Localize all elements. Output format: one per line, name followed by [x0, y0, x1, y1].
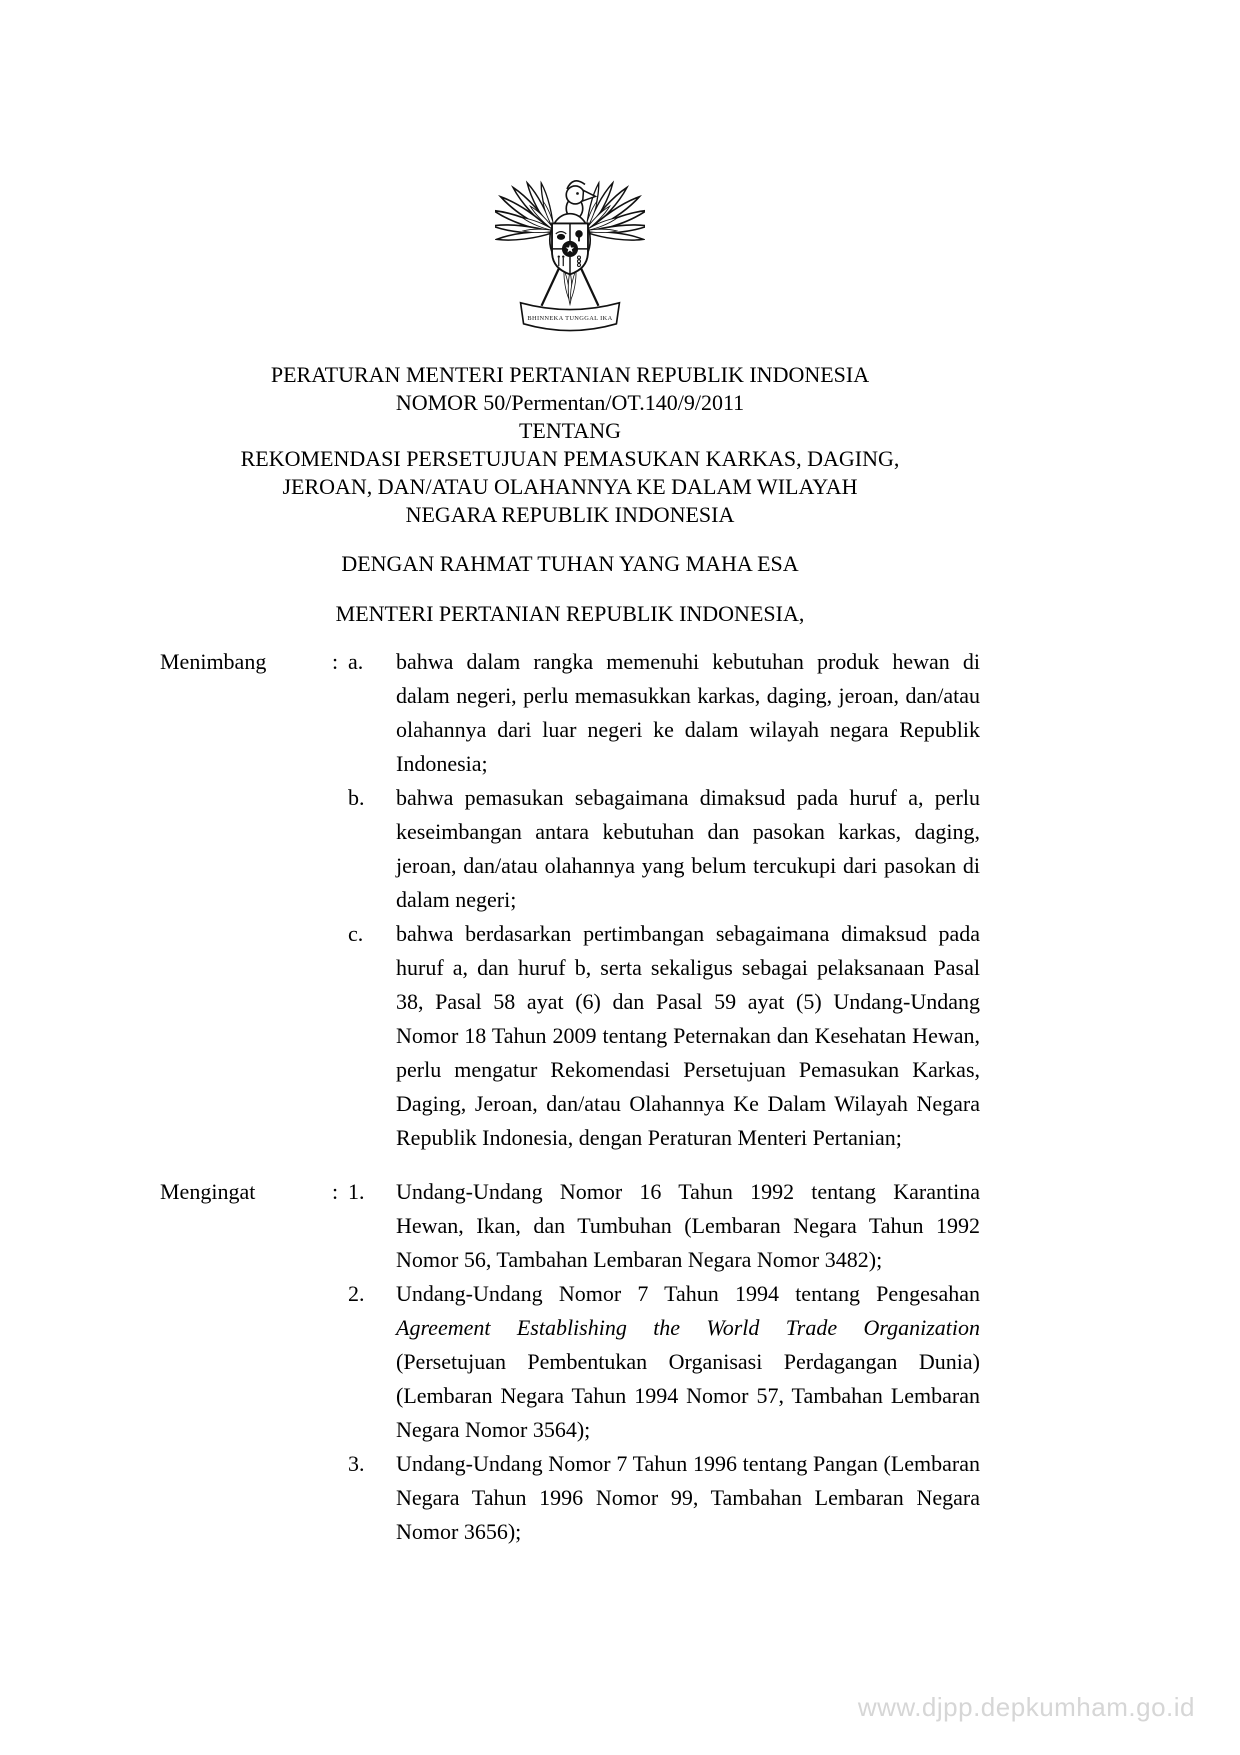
section-label: Mengingat [160, 1179, 256, 1204]
document-content [0, 150, 1240, 1549]
item-text: bahwa berdasarkan pertimbangan sebagaimana dimaksud pada huruf a, dan huruf b, serta sekaligus sebagai pelaksanaan Pasal 38, Pasal 58 ayat (6) dan Pasal 59 ayat (5) Undang-Undang Nomor 18 Tahun 2009 tentang Peternakan dan Kesehatan Hewan, perlu mengatur Rekomendasi Persetujuan Pemasukan Karkas, Daging, Jeroan, dan/atau Olahannya Ke Dalam Wilayah Negara Republik Indonesia, dengan Peraturan Menteri Pertanian; [396, 921, 980, 1150]
item-marker: 2. [348, 1281, 365, 1306]
authority-line: MENTERI PERTANIAN REPUBLIK INDONESIA, [335, 601, 805, 626]
doc-number-line: NOMOR 50/Permentan/OT.140/9/2011 [395, 390, 745, 415]
doc-subject-line-2: JEROAN, DAN/ATAU OLAHANNYA KE DALAM WILAYAH [282, 474, 858, 499]
doc-tentang-line: TENTANG [518, 418, 622, 443]
doc-subject-line-3: NEGARA REPUBLIK INDONESIA [405, 502, 735, 527]
section-colon: : [332, 649, 339, 674]
item-text: bahwa pemasukan sebagaimana dimaksud pada huruf a, perlu keseimbangan antara kebutuhan dan pasokan karkas, daging, jeroan, dan/atau olahannya yang belum tercukupi dari pasokan di dalam negeri; [396, 785, 980, 912]
motto-text: BHINNEKA TUNGGAL IKA [527, 315, 613, 323]
item-marker: b. [348, 785, 365, 810]
title-block [160, 361, 980, 529]
item-marker: 3. [348, 1451, 365, 1476]
invocation-line: DENGAN RAHMAT TUHAN YANG MAHA ESA [341, 551, 799, 576]
section-mengingat [160, 1175, 980, 1549]
section-label: Menimbang [160, 649, 267, 674]
section-menimbang [160, 645, 980, 1155]
item-text: bahwa dalam rangka memenuhi kebutuhan produk hewan di dalam negeri, perlu memasukkan karkas, daging, jeroan, dan/atau olahannya dari luar negeri ke dalam wilayah negara Republik Indonesia; [396, 649, 980, 776]
garuda-pancasila-emblem [495, 150, 645, 341]
item-marker: a. [348, 649, 364, 674]
item-text: Undang-Undang Nomor 7 Tahun 1996 tentang Pangan (Lembaran Negara Tahun 1996 Nomor 99, Tambahan Lembaran Negara Nomor 3656); [396, 1451, 980, 1544]
emblem-container [160, 150, 980, 341]
item-text: Undang-Undang Nomor 7 Tahun 1994 tentang Pengesahan Agreement Establishing the World Trade Organization (Persetujuan Pembentukan Organisasi Perdagangan Dunia) (Lembaran Negara Tahun 1994 Nomor 57, Tambahan Lembaran Negara Nomor 3564); [396, 1281, 980, 1442]
item-marker: 1. [348, 1179, 365, 1204]
watermark-text: www.djpp.depkumham.go.id [857, 1692, 1195, 1722]
shield [552, 223, 588, 274]
clauses-container [160, 645, 980, 1549]
doc-subject-line-1: REKOMENDASI PERSETUJUAN PEMASUKAN KARKAS, DAGING, [240, 446, 900, 471]
section-colon: : [332, 1179, 339, 1204]
motto-ribbon [521, 303, 620, 331]
item-text: Undang-Undang Nomor 16 Tahun 1992 tentang Karantina Hewan, Ikan, dan Tumbuhan (Lembaran Negara Tahun 1992 Nomor 56, Tambahan Lembaran Negara Nomor 3482); [396, 1179, 980, 1272]
doc-title-line-1: PERATURAN MENTERI PERTANIAN REPUBLIK INDONESIA [270, 362, 870, 387]
item-marker: c. [348, 921, 364, 946]
